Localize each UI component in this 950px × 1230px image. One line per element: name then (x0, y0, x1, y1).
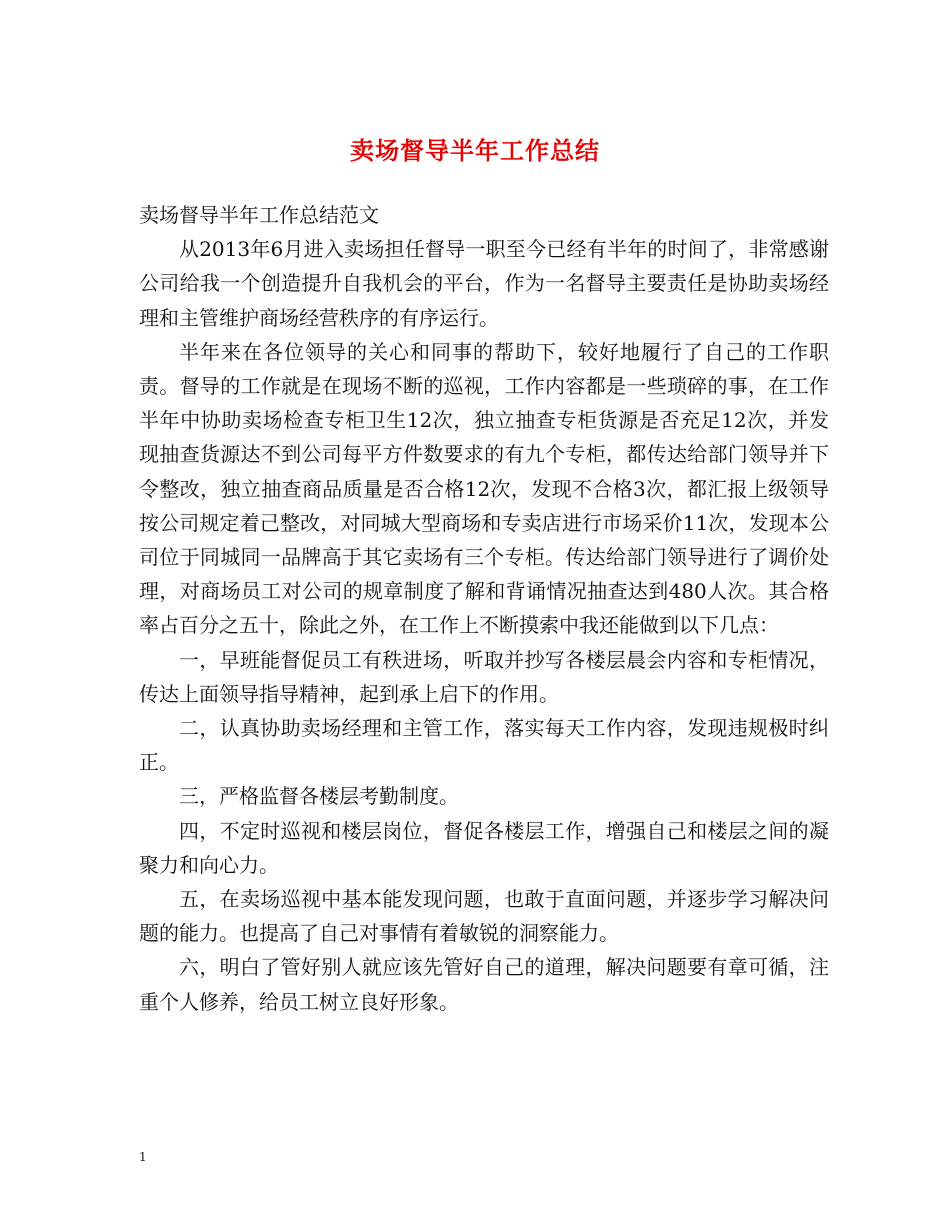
paragraph-point-6: 六，明白了管好别人就应该先管好自己的道理，解决问题要有章可循，注重个人修养，给员工树立良好形象。 (139, 955, 829, 1014)
paragraph-point-5: 五，在卖场巡视中基本能发现问题，也敢于直面问题，并逐步学习解决问题的能力。也提高了自己对事情有着敏锐的洞察能力。 (139, 887, 829, 946)
page-title: 卖场督导半年工作总结 (350, 136, 600, 165)
document-body (139, 198, 829, 1019)
paragraph-point-4: 四，不定时巡视和楼层岗位，督促各楼层工作，增强自己和楼层之间的凝聚力和向心力。 (139, 818, 829, 877)
paragraph-point-1: 一，早班能督促员工有秩进场，听取并抄写各楼层晨会内容和专柜情况，传达上面领导指导精神，起到承上启下的作用。 (139, 647, 829, 706)
document-subtitle: 卖场督导半年工作总结范文 (139, 203, 379, 227)
paragraph-point-2: 二，认真协助卖场经理和主管工作，落实每天工作内容，发现违规极时纠正。 (139, 716, 829, 775)
paragraph-intro: 从2013年6月进入卖场担任督导一职至今已经有半年的时间了，非常感谢公司给我一个创造提升自我机会的平台，作为一名督导主要责任是协助卖场经理和主管维护商场经营秩序的有序运行。 (139, 237, 829, 330)
paragraph-summary: 半年来在各位领导的关心和同事的帮助下，较好地履行了自己的工作职责。督导的工作就是在现场不断的巡视，工作内容都是一些琐碎的事，在工作半年中协助卖场检查专柜卫生12次，独立抽查专柜货源是否充足12次，并发现抽查货源达不到公司每平方件数要求的有九个专柜，都传达给部门领导并下令整改，独立抽查商品质量是否合格12次，发现不合格3次，都汇报上级领导按公司规定着己整改，对同城大型商场和专卖店进行市场采价11次，发现本公司位于同城同一品牌高于其它卖场有三个专柜。传达给部门领导进行了调价处理，对商场员工对公司的规章制度了解和背诵情况抽查达到480人次。其合格率占百分之五十，除此之外，在工作上不断摸索中我还能做到以下几点： (139, 339, 829, 638)
page-number: 1 (139, 1150, 147, 1164)
paragraph-point-3: 三，严格监督各楼层考勤制度。 (179, 784, 459, 809)
